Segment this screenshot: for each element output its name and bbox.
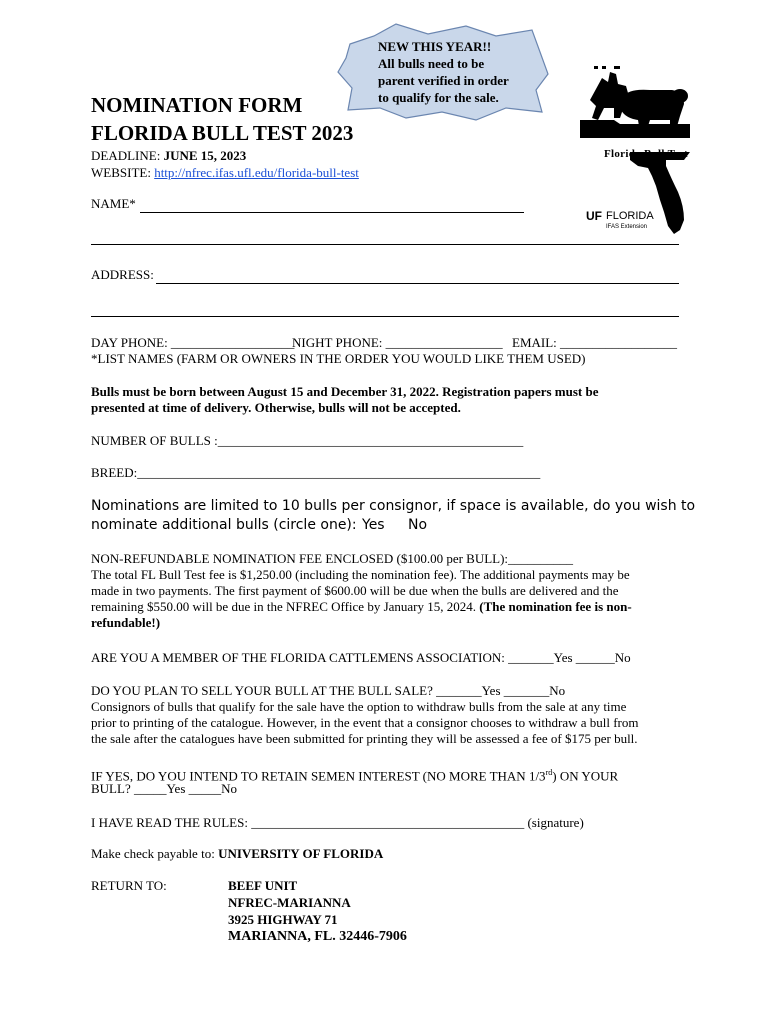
sale-text: the sale after the catalogues have been submitted for printing they will be assessed a fee of $175 per bull. bbox=[91, 731, 638, 746]
semen-superscript: rd bbox=[545, 768, 553, 777]
nominations-line-1: Nominations are limited to 10 bulls per consignor, if space is available, do you wish to bbox=[91, 498, 696, 514]
return-address-line: MARIANNA, FL. 32446-7906 bbox=[228, 929, 407, 944]
uf-logo-text: UF bbox=[586, 209, 602, 223]
university-name: FLORIDA bbox=[606, 210, 654, 222]
semen-text: ) ON YOUR bbox=[552, 768, 619, 784]
extension-text: IFAS Extension bbox=[606, 224, 648, 230]
name-field[interactable] bbox=[140, 212, 524, 213]
logo-title: Florida Bull Test bbox=[604, 148, 688, 160]
callout-line: to qualify for the sale. bbox=[378, 90, 499, 105]
nominations-line-2: nominate additional bulls (circle one): bbox=[91, 517, 357, 533]
email-field[interactable]: EMAIL: __________________ bbox=[512, 335, 678, 350]
number-of-bulls-field[interactable]: NUMBER OF BULLS :_______________________________________________ bbox=[91, 433, 524, 448]
website-label: WEBSITE: bbox=[91, 165, 155, 180]
born-note-line-1: Bulls must be born between August 15 and December 31, 2022. Registration papers must be bbox=[91, 384, 599, 399]
callout-line: parent verified in order bbox=[378, 73, 509, 88]
fee-text: made in two payments. The first payment of $600.00 will be due when the bulls are delivered and the bbox=[91, 583, 619, 598]
name-field-line-2[interactable] bbox=[91, 244, 679, 245]
address-label: ADDRESS: bbox=[91, 267, 154, 282]
member-question-field[interactable]: ARE YOU A MEMBER OF THE FLORIDA CATTLEMENS ASSOCIATION: _______Yes ______No bbox=[91, 650, 631, 665]
form-subtitle: FLORIDA BULL TEST 2023 bbox=[91, 121, 354, 145]
list-names-note: *LIST NAMES (FARM OR OWNERS IN THE ORDER YOU WOULD LIKE THEM USED) bbox=[91, 351, 586, 366]
callout-line: NEW THIS YEAR!! bbox=[378, 39, 492, 54]
website-line bbox=[91, 165, 359, 181]
semen-text: IF YES, DO YOU INTEND TO RETAIN SEMEN INTEREST (NO MORE THAN 1/3 bbox=[91, 768, 546, 784]
address-field[interactable] bbox=[156, 283, 679, 284]
name-label: NAME* bbox=[91, 196, 136, 211]
fee-nonrefundable-note: refundable!) bbox=[91, 615, 161, 630]
fee-field[interactable]: NON-REFUNDABLE NOMINATION FEE ENCLOSED ($100.00 per BULL):__________ bbox=[91, 551, 574, 566]
deadline-value: JUNE 15, 2023 bbox=[163, 148, 247, 163]
form-title: NOMINATION FORM bbox=[91, 93, 303, 117]
return-address-line: 3925 HIGHWAY 71 bbox=[228, 912, 338, 927]
deadline-line bbox=[91, 148, 246, 164]
fee-text: The total FL Bull Test fee is $1,250.00 (including the nomination fee). The additional payments may be bbox=[91, 567, 630, 582]
nominations-yes-option[interactable]: Yes bbox=[362, 517, 385, 533]
deadline-label: DEADLINE: bbox=[91, 148, 164, 163]
address-field-line-2[interactable] bbox=[91, 316, 679, 317]
day-phone-field[interactable]: DAY PHONE: ___________________ bbox=[91, 335, 295, 350]
website-link[interactable]: http://nfrec.ifas.ufl.edu/florida-bull-test bbox=[154, 165, 359, 180]
sale-text: prior to printing of the catalogue. However, in the event that a consignor chooses to withdraw a bull from bbox=[91, 715, 639, 730]
fee-nonrefundable-note: (The nomination fee is non- bbox=[479, 599, 632, 614]
payable-line bbox=[91, 846, 383, 862]
fee-text-part: remaining $550.00 will be due in the NFREC Office by January 15, 2024. bbox=[91, 599, 480, 614]
payable-label: Make check payable to: bbox=[91, 846, 219, 861]
semen-answer-field[interactable]: BULL? _____Yes _____No bbox=[91, 781, 238, 796]
return-label: RETURN TO: bbox=[91, 878, 167, 893]
fee-text bbox=[91, 599, 632, 615]
sale-question-field[interactable]: DO YOU PLAN TO SELL YOUR BULL AT THE BULL SALE? _______Yes _______No bbox=[91, 683, 566, 698]
night-phone-field[interactable]: NIGHT PHONE: __________________ bbox=[292, 335, 503, 350]
callout-line: All bulls need to be bbox=[378, 56, 485, 71]
callout-text bbox=[378, 38, 548, 106]
payable-value: UNIVERSITY OF FLORIDA bbox=[218, 846, 384, 861]
return-address-line: BEEF UNIT bbox=[228, 878, 298, 893]
born-note-line-2: presented at time of delivery. Otherwise, bulls will not be accepted. bbox=[91, 400, 461, 415]
sale-text: Consignors of bulls that qualify for the sale have the option to withdraw bulls from the sale at any time bbox=[91, 699, 627, 714]
breed-field[interactable]: BREED:______________________________________________________________ bbox=[91, 465, 541, 480]
return-address-line: NFREC-MARIANNA bbox=[228, 895, 351, 910]
rules-signature-field[interactable]: I HAVE READ THE RULES: __________________________________________ (signature) bbox=[91, 815, 584, 830]
nominations-no-option[interactable]: No bbox=[408, 517, 428, 533]
